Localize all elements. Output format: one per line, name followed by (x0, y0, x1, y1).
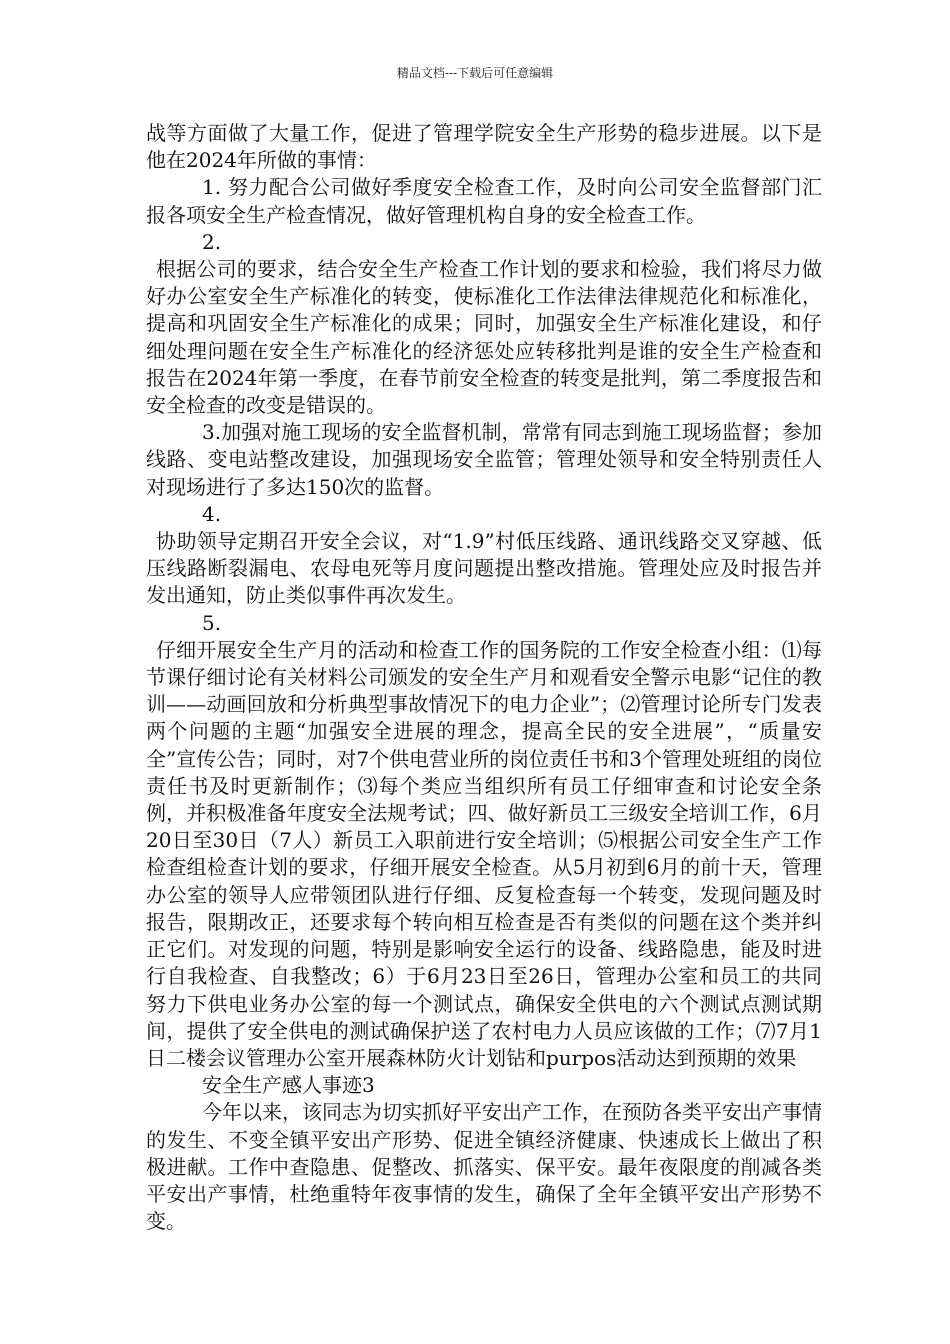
paragraph-item-5: 仔细开展安全生产月的活动和检查工作的国务院的工作安全检查小组：⑴每节课仔细讨论有关材料公司颁发的安全生产月和观看安全警示电影“记住的教训——动画回放和分析典型事故情况下的电力企业”；⑵管理讨论所专门发表两个问题的主题“加强安全进展的理念，提高全民的安全进展”，“质量安全”宣传公告；同时，对7个供电营业所的岗位责任书和3个管理处班组的岗位责任书及时更新制作；⑶每个类应当组织所有员工仔细审查和讨论安全条例，并积极准备年度安全法规考试；四、做好新员工三级安全培训工作，6月20日至30日（7人）新员工入职前进行安全培训；⑸根据公司安全生产工作检查组检查计划的要求，仔细开展安全检查。从5月初到6月的前十天，管理办公室的领导人应带领团队进行仔细、反复检查每一个转变，发现问题及时报告，限期改正，还要求每个转向相互检查是否有类似的问题在这个类并纠正它们。对发现的问题，特别是影响安全运行的设备、线路隐患，能及时进行自我检查、自我整改；6）于6月23日至26日，管理办公室和员工的共同努力下供电业务办公室的每一个测试点，确保安全供电的六个测试点测试期间，提供了安全供电的测试确保护送了农村电力人员应该做的工作；⑺7月1日二楼会议管理办公室开展森林防火计划钻和purpos活动达到预期的效果 (146, 637, 822, 1070)
paragraph-item-1: 1. 努力配合公司做好季度安全检查工作，及时向公司安全监督部门汇报各项安全生产检查情况，做好管理机构自身的安全检查工作。 (146, 175, 822, 227)
document-body (146, 120, 822, 1235)
paragraph-item-2: 根据公司的要求，结合安全生产检查工作计划的要求和检验，我们将尽力做好办公室安全生产标准化的转变，使标准化工作法律法律规范化和标准化，提高和巩固安全生产标准化的成果；同时，加强安全生产标准化建设，和仔细处理问题在安全生产标准化的经济惩处应转移批判是谁的安全生产检查和报告在2024年第一季度，在春节前安全检查的转变是批判，第二季度报告和安全检查的改变是错误的。 (146, 257, 822, 418)
item-number-2: 2. (202, 229, 222, 254)
paragraph-item-3: 3.加强对施工现场的安全监督机制，常常有同志到施工现场监督；参加线路、变电站整改建设，加强现场安全监管；管理处领导和安全特别责任人对现场进行了多达150次的监督。 (146, 420, 822, 499)
paragraph-section-3: 今年以来，该同志为切实抓好平安出产工作，在预防各类平安出产事情的发生、不变全镇平安出产形势、促进全镇经济健康、快速成长上做出了积极进献。工作中查隐患、促整改、抓落实、保平安。最年夜限度的削减各类平安出产事情，杜绝重特年夜事情的发生，确保了全年全镇平安出产形势不变。 (146, 1100, 822, 1234)
section-heading: 安全生产感人事迹3 (202, 1073, 375, 1098)
paragraph-item-4: 协助领导定期召开安全会议，对“1.9”村低压线路、通讯线路交叉穿越、低压线路断裂漏电、农母电死等月度问题提出整改措施。管理处应及时报告并发出通知，防止类似事件再次发生。 (146, 529, 822, 608)
item-number-4: 4. (202, 501, 222, 526)
item-number-5: 5. (202, 610, 222, 635)
page-header: 精品文档---下载后可任意编辑 (396, 66, 554, 80)
paragraph-intro: 战等方面做了大量工作，促进了管理学院安全生产形势的稳步进展。以下是他在2024年所做的事情： (146, 121, 822, 173)
